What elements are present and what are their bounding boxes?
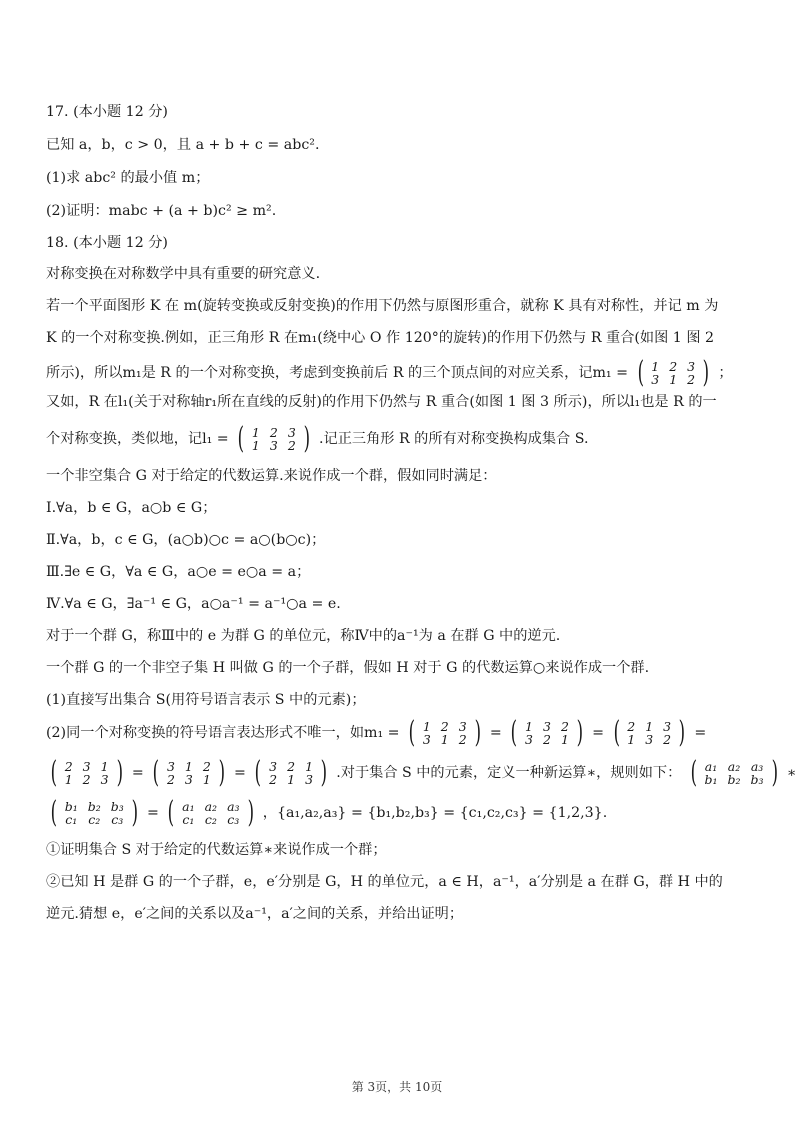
paren-left: ( xyxy=(152,755,160,790)
matrix-cell: 2 xyxy=(542,732,551,747)
paren-right: ) xyxy=(678,715,686,750)
matrix-cell: a₃ xyxy=(750,759,764,774)
q17-part1: (1)求 abc² 的最小值 m； xyxy=(46,170,210,186)
matrix-cell: 1 xyxy=(251,438,260,453)
matrix-cell: 1 xyxy=(669,372,678,387)
axiom-1: Ⅰ.∀a，b ∈ G，a○b ∈ G； xyxy=(46,500,217,516)
paren-right: ) xyxy=(576,715,583,750)
matrix-cell: c₂ xyxy=(88,812,101,827)
matrix-row xyxy=(622,733,676,746)
matrix-body xyxy=(247,426,301,452)
matrix-cell: 1 xyxy=(202,772,211,787)
text: (2)同一个对称变换的符号语言表达形式不唯一，如m₁ = xyxy=(46,725,400,741)
matrix-m1 xyxy=(635,355,712,390)
matrix-cell: 2 xyxy=(627,719,636,734)
matrix-body xyxy=(418,720,472,746)
equals: = xyxy=(234,765,246,781)
matrix-cell: 2 xyxy=(166,772,175,787)
paren-left: ( xyxy=(690,755,697,790)
paren-right: ) xyxy=(303,421,310,456)
matrix-cell: 1 xyxy=(525,719,533,734)
star: ∗ xyxy=(786,765,796,781)
matrix-row xyxy=(177,813,244,826)
paren-left: ( xyxy=(637,355,644,390)
page-footer: 第 3页，共 10页 xyxy=(351,1080,443,1094)
matrix-body xyxy=(177,800,244,826)
matrix-body xyxy=(520,720,574,746)
paren-left: ( xyxy=(50,795,58,830)
matrix-r6 xyxy=(252,755,329,790)
paren-left: ( xyxy=(510,715,518,750)
matrix-cell: 1 xyxy=(64,772,73,787)
matrix-cell: 2 xyxy=(64,759,73,774)
matrix-cell: 3 xyxy=(458,719,467,734)
matrix-body xyxy=(60,760,114,786)
matrix-cell: b₃ xyxy=(750,772,764,787)
axiom-3: Ⅲ.∃e ∈ G，∀a ∈ G，a○e = e○a = a； xyxy=(46,564,311,580)
matrix-cell: 3 xyxy=(422,732,431,747)
matrix-cell: 1 xyxy=(645,719,654,734)
equals: = xyxy=(489,725,502,741)
paren-left: ( xyxy=(168,795,175,830)
matrix-cell: 2 xyxy=(269,772,278,787)
q18-sub2-line1: ②已知 H 是群 G 的一个子群，e，e′分别是 G，H 的单位元，a ∈ H，a⁻¹，a′分别是 a 在群 G，群 H 中的 xyxy=(46,874,723,890)
text: ，{a₁,a₂,a₃} = {b₁,b₂,b₃} = {c₁,c₂,c₃} = {1,2,3}. xyxy=(262,805,608,821)
q17-header: 17. (本小题 12 分) xyxy=(46,104,168,120)
q18-part2-line3 xyxy=(46,795,748,830)
matrix-cell: a₃ xyxy=(227,799,240,814)
matrix-row xyxy=(247,439,301,452)
matrix-cell: a₁ xyxy=(182,799,195,814)
matrix-l1 xyxy=(235,421,312,456)
matrix-cell: 1 xyxy=(100,759,109,774)
matrix-row xyxy=(264,773,318,786)
q18-sub1: ①证明集合 S 对于给定的代数运算∗来说作成一个群； xyxy=(46,842,387,858)
text: .记正三角形 R 的所有对称变换构成集合 S. xyxy=(319,431,589,447)
matrix-cell: 3 xyxy=(525,732,533,747)
paren-right: ) xyxy=(116,755,123,790)
matrix-body xyxy=(622,720,676,746)
matrix-cell: 2 xyxy=(560,719,569,734)
matrix-cell: a₂ xyxy=(204,799,218,814)
matrix-cell: 1 xyxy=(184,759,193,774)
matrix-cell: 2 xyxy=(82,772,91,787)
q18-para1-line2: K 的一个对称变换.例如，正三角形 R 在m₁(绕中心 O 作 120°的旋转)的作用下仍然与 R 重合(如图 1 图 2 xyxy=(46,330,715,346)
q17-stem: 已知 a，b，c > 0，且 a + b + c = abc². xyxy=(46,137,320,153)
matrix-body xyxy=(162,760,216,786)
text: 个对称变换，类似地，记l₁ = xyxy=(46,431,229,447)
group-definition: 一个非空集合 G 对于给定的代数运算.来说作成一个群，假如同时满足： xyxy=(46,468,497,484)
matrix-cell: 1 xyxy=(560,732,569,747)
equals: = xyxy=(592,725,605,741)
matrix-cell: 2 xyxy=(458,732,467,747)
text: .对于集合 S 中的元素，定义一种新运算∗，规则如下： xyxy=(336,765,682,781)
matrix-cell: a₂ xyxy=(727,759,741,774)
matrix-cell: 1 xyxy=(422,719,431,734)
matrix-cell: 3 xyxy=(663,719,672,734)
q18-intro: 对称变换在对称数学中具有重要的研究意义. xyxy=(46,266,321,282)
paren-left: ( xyxy=(408,715,416,750)
matrix-cell: 2 xyxy=(202,759,211,774)
matrix-cell: 3 xyxy=(651,372,660,387)
q18-sub2-line2: 逆元.猜想 e，e′之间的关系以及a⁻¹，a′之间的关系，并给出证明； xyxy=(46,906,464,922)
equals: = xyxy=(131,765,144,781)
matrix-cell: a₁ xyxy=(704,759,718,774)
matrix-r4 xyxy=(48,755,125,790)
matrix-cell: 3 xyxy=(269,759,278,774)
matrix-r1 xyxy=(406,715,483,750)
matrix-r5 xyxy=(150,755,227,790)
paren-right: ) xyxy=(474,715,481,750)
paren-right: ) xyxy=(771,755,778,790)
matrix-cell: c₃ xyxy=(111,812,124,827)
paren-right: ) xyxy=(702,355,710,390)
paren-right: ) xyxy=(247,795,254,830)
matrix-body xyxy=(700,760,769,786)
text: 所示)，所以m₁是 R 的一个对称变换，考虑到变换前后 R 的三个顶点间的对应关系，记m₁ = xyxy=(46,365,628,381)
matrix-cell: 2 xyxy=(663,732,672,747)
matrix-body xyxy=(264,760,318,786)
q18-para1-line5 xyxy=(46,421,748,456)
paren-right: ) xyxy=(218,755,225,790)
matrix-cell: c₁ xyxy=(182,812,195,827)
matrix-cell: 1 xyxy=(651,359,660,374)
matrix-row xyxy=(700,773,769,786)
q18-header: 18. (本小题 12 分) xyxy=(46,235,168,251)
matrix-cell: 3 xyxy=(100,772,109,787)
subgroup-definition: 一个群 G 的一个非空子集 H 叫做 G 的一个子群，假如 H 对于 G 的代数运算○来说作成一个群. xyxy=(46,660,650,676)
matrix-cell: b₂ xyxy=(87,799,101,814)
matrix-cell: 1 xyxy=(627,732,636,747)
matrix-row xyxy=(60,813,129,826)
matrix-cell: 1 xyxy=(287,772,296,787)
paren-right: ) xyxy=(131,795,138,830)
matrix-cell: b₁ xyxy=(64,799,78,814)
equals: = xyxy=(694,725,707,741)
matrix-cell: 3 xyxy=(287,425,296,440)
matrix-cell: 1 xyxy=(440,732,449,747)
paren-left: ( xyxy=(237,421,245,456)
matrix-cell: 2 xyxy=(440,719,449,734)
paren-right: ) xyxy=(320,755,328,790)
matrix-cell: 3 xyxy=(269,438,278,453)
matrix-r2 xyxy=(508,715,585,750)
axiom-2: Ⅱ.∀a，b，c ∈ G，(a○b)○c = a○(b○c)； xyxy=(46,532,326,548)
matrix-ab xyxy=(688,755,780,790)
matrix-cell: c₃ xyxy=(227,812,240,827)
matrix-cell: 2 xyxy=(287,438,296,453)
q18-part2-line2 xyxy=(46,755,796,790)
matrix-row xyxy=(520,733,574,746)
matrix-cell: b₃ xyxy=(110,799,124,814)
matrix-row xyxy=(60,773,114,786)
matrix-ac xyxy=(165,795,256,830)
paren-left: ( xyxy=(255,755,262,790)
paren-left: ( xyxy=(613,715,620,750)
matrix-cell: c₁ xyxy=(65,812,78,827)
unit-definition: 对于一个群 G，称Ⅲ中的 e 为群 G 的单位元，称Ⅳ中的a⁻¹为 a 在群 G 中的逆元. xyxy=(46,628,561,644)
matrix-cell: 2 xyxy=(687,372,696,387)
q17-part2: (2)证明：mabc + (a + b)c² ≥ m². xyxy=(46,203,277,219)
matrix-cell: 2 xyxy=(669,359,678,374)
q18-para1-line4: 又如，R 在l₁(关于对称轴r₁所在直线的反射)的作用下仍然与 R 重合(如图 1 图 3 所示)，所以l₁也是 R 的一 xyxy=(46,394,717,410)
matrix-cell: 3 xyxy=(542,719,551,734)
paren-left: ( xyxy=(50,755,58,790)
matrix-cell: 3 xyxy=(645,732,654,747)
matrix-cell: 3 xyxy=(184,772,193,787)
matrix-cell: 3 xyxy=(166,759,175,774)
axiom-4: Ⅳ.∀a ∈ G，∃a⁻¹ ∈ G，a○a⁻¹ = a⁻¹○a = e. xyxy=(46,596,341,612)
matrix-row xyxy=(418,733,472,746)
matrix-cell: c₂ xyxy=(204,812,217,827)
matrix-cell: 3 xyxy=(305,772,314,787)
matrix-body xyxy=(646,360,700,386)
matrix-r3 xyxy=(611,715,688,750)
matrix-cell: 1 xyxy=(251,425,260,440)
matrix-cell: 3 xyxy=(82,759,91,774)
matrix-cell: 2 xyxy=(287,759,296,774)
matrix-row xyxy=(162,773,216,786)
matrix-cell: 3 xyxy=(687,359,696,374)
matrix-cell: b₂ xyxy=(727,772,741,787)
q18-part1: (1)直接写出集合 S(用符号语言表示 S 中的元素)； xyxy=(46,692,366,708)
q18-para1-line3 xyxy=(46,355,748,390)
text: ； xyxy=(718,365,733,381)
equals: = xyxy=(147,805,159,821)
matrix-body xyxy=(60,800,129,826)
matrix-row xyxy=(646,373,700,386)
matrix-cell: 2 xyxy=(269,425,278,440)
matrix-cell: b₁ xyxy=(704,772,718,787)
q18-part2-line1 xyxy=(46,715,748,750)
q18-para1-line1: 若一个平面图形 K 在 m(旋转变换或反射变换)的作用下仍然与原图形重合，就称 K 具有对称性，并记 m 为 xyxy=(46,298,719,314)
matrix-bc xyxy=(48,795,140,830)
matrix-cell: 1 xyxy=(305,759,314,774)
